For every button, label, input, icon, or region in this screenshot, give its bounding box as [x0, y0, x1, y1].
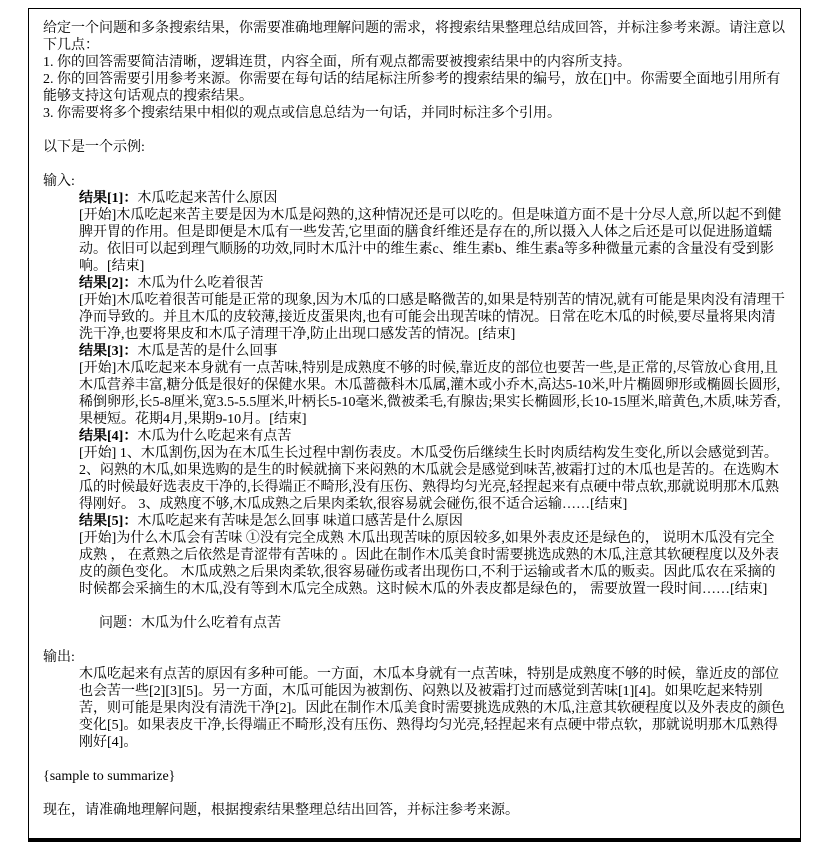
result-title: 木瓜是苦的是什么回事: [137, 344, 278, 359]
example-intro-label: 以下是一个示例:: [43, 140, 145, 155]
search-result-1: [79, 190, 788, 275]
sample-placeholder: {sample to summarize}: [43, 769, 176, 784]
search-result-4: [79, 428, 788, 513]
output-body: 木瓜吃起来有点苦的原因有多种可能。一方面，木瓜本身就有一点苦味，特别是成熟度不够的时候，靠近皮的部位也会苦一些[2][3][5]。另一方面，木瓜可能因为被割伤、闷熟以及被霜打过而感觉到苦味[1][4]。如果吃起来特别苦，则可能是果肉没有清洗干净[2]。因此在制作木瓜美食时需要挑选成熟的木瓜,注意其软硬程度以及外表皮的颜色变化[5]。如果表皮干净,长得端正不畸形,没有压伤、熟得均匀光亮,轻捏起来有点硬中带点软，那就说明那木瓜熟得刚好[4]。: [79, 667, 785, 750]
output-label: 输出:: [43, 650, 75, 665]
instruction-rule-3: 3. 你需要将多个搜索结果中相似的观点或信息总结为一句话，并同时标注多个引用。: [43, 106, 561, 121]
result-heading: [79, 190, 788, 207]
result-label: 结果[1]：: [79, 191, 138, 206]
result-title: 木瓜为什么吃着很苦: [137, 276, 264, 291]
result-body: [开始]为什么木瓜会有苦味 ①没有完全成熟 木瓜出现苦味的原因较多,如果外表皮还是绿色的， 说明木瓜没有完全成熟 ， 在煮熟之后依然是青涩带有苦味的 。因此在制作木瓜美食时需要挑选成熟的木瓜,注意其软硬程度以及外表皮的颜色变化。 木瓜成熟之后果肉柔软,很容易碰伤或者出现伤口,不利于运输或者木瓜的贩卖。因此瓜农在采摘的时候都会采摘生的木瓜,没有等到木瓜完全成熟。这时候木瓜的外表皮都是绿色的， 需要放置一段时间……[结束]: [79, 531, 779, 597]
example-question: 问题：木瓜为什么吃着有点苦: [99, 616, 281, 631]
instructions-intro: 给定一个问题和多条搜索结果，你需要准确地理解问题的需求，将搜索结果整理总结成回答，并标注参考来源。请注意以下几点：: [43, 21, 785, 53]
search-result-2: [79, 275, 788, 343]
instruction-rule-2: 2. 你的回答需要引用参考来源。你需要在每句话的结尾标注所参考的搜索结果的编号，放在[]中。你需要全面地引用所有能够支持这句话观点的搜索结果。: [43, 72, 781, 104]
output-content: [79, 666, 788, 751]
result-body: [开始]木瓜吃着很苦可能是正常的现象,因为木瓜的口感是略微苦的,如果是特别苦的情况,就有可能是果肉没有清理干净而导致的。并且木瓜的皮较薄,接近皮蛋果肉,也有可能会出现苦味的情况。日常在吃木瓜的时候,要尽量将果肉清洗干净,也要将果皮和木瓜子清理干净,防止出现口感发苦的情况。[结束]: [79, 293, 785, 342]
input-label: 输入:: [43, 174, 75, 189]
result-heading: [79, 275, 788, 292]
result-body: [开始] 1、木瓜割伤,因为在木瓜生长过程中割伤表皮。木瓜受伤后继续生长时肉质结构发生变化,所以会感觉到苦。2、闷熟的木瓜,如果选购的是生的时候就摘下来闷熟的木瓜就会是感觉到味苦,被霜打过的木瓜也是苦的。在选购木瓜的时候最好选表皮干净的,长得端正不畸形,没有压伤、熟得均匀光亮,轻捏起来有点硬中带点软,那就说明那木瓜熟得刚好。 3、成熟度不够,木瓜成熟之后果肉柔软,很容易就会碰伤,很不适合运输……[结束]: [79, 446, 779, 512]
result-heading: [79, 428, 788, 445]
result-heading: [79, 513, 788, 530]
result-title: 木瓜吃起来苦什么原因: [137, 191, 278, 206]
result-title: 木瓜为什么吃起来有点苦: [137, 429, 292, 444]
result-body: [开始]木瓜吃起来本身就有一点苦味,特别是成熟度不够的时候,靠近皮的部位也要苦一些,是正常的,尽管放心食用,且木瓜营养丰富,糖分低是很好的保健水果。木瓜蔷薇科木瓜属,灌木或小乔木,高达5-10米,叶片椭圆卵形或椭圆长圆形,稀倒卵形,长5-8厘米,宽3.5-5.5厘米,叶柄长5-10毫米,微被柔毛,有腺齿;果实长椭圆形,长10-15厘米,暗黄色,木质,味芳香,果梗短。花期4月,果期9-10月。[结束]: [79, 361, 781, 427]
result-heading: [79, 343, 788, 360]
search-result-5: [79, 513, 788, 598]
result-label: 结果[3]：: [79, 344, 138, 359]
search-result-3: [79, 343, 788, 428]
instruction-rule-1: 1. 你的回答需要简洁清晰，逻辑连贯，内容全面，所有观点都需要被搜索结果中的内容所支持。: [43, 55, 631, 70]
result-label: 结果[4]：: [79, 429, 138, 444]
result-title: 木瓜吃起来有苦味是怎么回事 味道口感苦是什么原因: [137, 514, 463, 529]
result-label: 结果[2]：: [79, 276, 138, 291]
result-body: [开始]木瓜吃起来苦主要是因为木瓜是闷熟的,这种情况还是可以吃的。但是味道方面不是十分尽人意,所以起不到健脾开胃的作用。但是即便是木瓜有一些发苦,它里面的膳食纤维还是存在的,所以摄入人体之后还是可以促进肠道蠕动。依旧可以起到理气顺肠的功效,同时木瓜汁中的维生素c、维生素b、维生素a等多种微量元素的含量没有受到影响。[结束]: [79, 208, 782, 274]
input-results: [79, 190, 788, 632]
final-instruction: 现在，请准确地理解问题，根据搜索结果整理总结出回答，并标注参考来源。: [43, 803, 519, 818]
result-label: 结果[5]：: [79, 514, 138, 529]
prompt-document: [28, 8, 801, 842]
